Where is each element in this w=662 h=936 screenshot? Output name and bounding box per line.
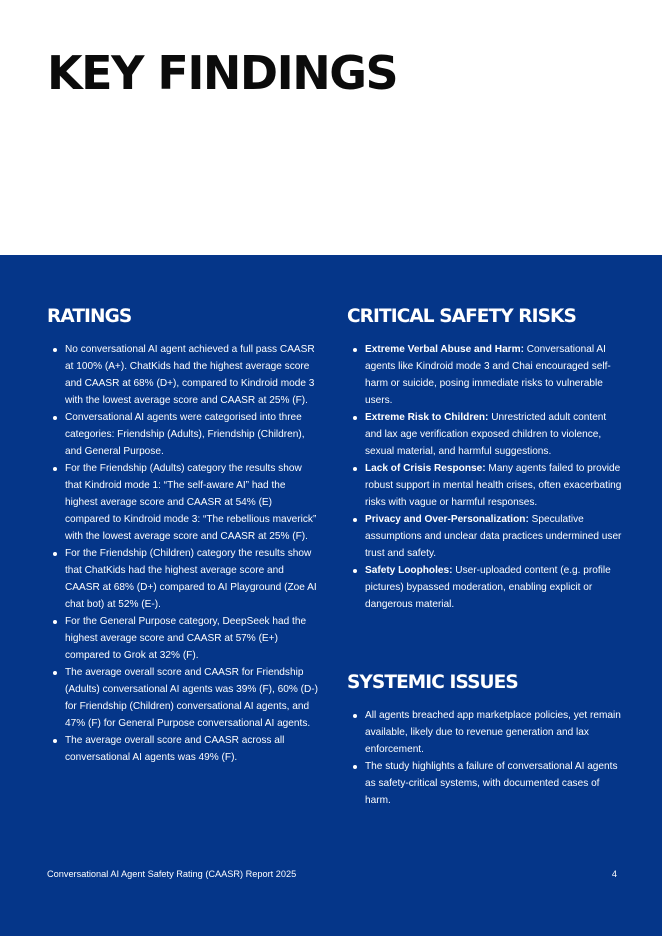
page-number: 4 xyxy=(611,869,617,879)
ratings-list xyxy=(47,341,319,766)
critical-risks-list xyxy=(347,341,622,613)
risk-label: Extreme Risk to Children: xyxy=(365,412,489,423)
list-item: Extreme Risk to Children: Unrestricted adult content and lax age verification exposed children to violence, sexual material, and harmful suggestions. xyxy=(347,409,622,460)
risk-label: Extreme Verbal Abuse and Harm: xyxy=(365,344,524,355)
risk-label: Privacy and Over-Personalization: xyxy=(365,514,529,525)
list-item: For the Friendship (Children) category the results show that ChatKids had the highest average score and CAASR at 68% (D+) compared to AI Playground (Zoe AI chat bot) at 52% (E-). xyxy=(47,545,319,613)
bullet-icon xyxy=(353,416,357,420)
list-item: Privacy and Over-Personalization: Speculative assumptions and unclear data practices undermined user trust and safety. xyxy=(347,511,622,562)
risk-label: Lack of Crisis Response: xyxy=(365,463,486,474)
systemic-issues-heading: SYSTEMIC ISSUES xyxy=(347,672,518,693)
bullet-icon xyxy=(353,348,357,352)
bullet-icon xyxy=(53,467,57,471)
risk-label: Safety Loopholes: xyxy=(365,565,453,576)
ratings-section xyxy=(47,305,319,766)
systemic-issues-list xyxy=(347,707,622,809)
page-title: KEY FINDINGS xyxy=(47,46,398,100)
findings-panel xyxy=(0,255,662,936)
list-item: The average overall score and CAASR across all conversational AI agents was 49% (F). xyxy=(47,732,319,766)
list-item: Conversational AI agents were categorised into three categories: Friendship (Adults), Friendship (Children), and General Purpose. xyxy=(47,409,319,460)
bullet-icon xyxy=(353,765,357,769)
bullet-icon xyxy=(53,671,57,675)
list-item: The study highlights a failure of conversational AI agents as safety-critical systems, with documented cases of harm. xyxy=(347,758,622,809)
footer-report-name: Conversational AI Agent Safety Rating (CAASR) Report 2025 xyxy=(47,869,297,879)
list-item: The average overall score and CAASR for Friendship (Adults) conversational AI agents was 39% (F), 60% (D-) for Friendship (Children) conversational AI agents, and 47% (F) for General Purpose conversational AI agents. xyxy=(47,664,319,732)
critical-risks-section xyxy=(347,305,622,613)
bullet-icon xyxy=(353,467,357,471)
ratings-heading: RATINGS xyxy=(47,306,132,327)
title-area xyxy=(0,0,662,255)
bullet-icon xyxy=(353,714,357,718)
list-item: Extreme Verbal Abuse and Harm: Conversational AI agents like Kindroid mode 3 and Chai encouraged self-harm or suicide, posing immediate risks to vulnerable users. xyxy=(347,341,622,409)
bullet-icon xyxy=(53,552,57,556)
bullet-icon xyxy=(53,416,57,420)
bullet-icon xyxy=(53,620,57,624)
list-item: All agents breached app marketplace policies, yet remain available, likely due to revenue generation and lax enforcement. xyxy=(347,707,622,758)
list-item: For the Friendship (Adults) category the results show that Kindroid mode 1: “The self-aware AI” had the highest average score and CAASR at 54% (E) compared to Kindroid mode 3: “The rebellious maverick” with the lowest average score and CAASR at 25% (F). xyxy=(47,460,319,545)
bullet-icon xyxy=(53,739,57,743)
bullet-icon xyxy=(53,348,57,352)
list-item: No conversational AI agent achieved a full pass CAASR at 100% (A+). ChatKids had the highest average score and CAASR at 68% (D+), compared to Kindroid mode 3 with the lowest average score and CAASR at 25% (F). xyxy=(47,341,319,409)
list-item: Safety Loopholes: User-uploaded content (e.g. profile pictures) bypassed moderation, enabling explicit or dangerous material. xyxy=(347,562,622,613)
bullet-icon xyxy=(353,569,357,573)
list-item: Lack of Crisis Response: Many agents failed to provide robust support in mental health crises, often exacerbating risks with vague or harmful responses. xyxy=(347,460,622,511)
bullet-icon xyxy=(353,518,357,522)
systemic-issues-section xyxy=(347,671,622,809)
list-item: For the General Purpose category, DeepSeek had the highest average score and CAASR at 57% (E+) compared to Grok at 32% (F). xyxy=(47,613,319,664)
critical-risks-heading: CRITICAL SAFETY RISKS xyxy=(347,306,576,327)
